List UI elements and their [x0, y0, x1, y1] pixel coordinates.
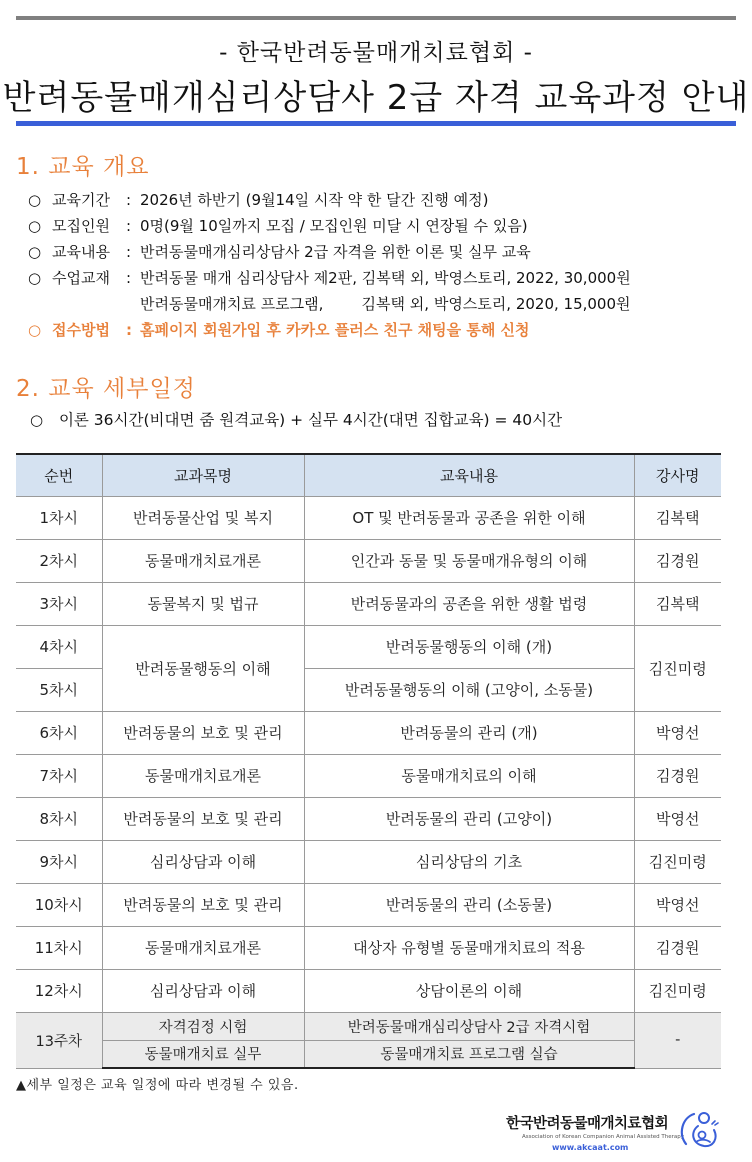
cell-no: 6차시 — [16, 711, 102, 754]
schedule-table — [16, 453, 721, 1069]
overview-colon: : — [126, 321, 132, 339]
overview-textbook-2 — [28, 291, 728, 317]
cell-instructor: 김경원 — [634, 926, 721, 969]
table-row — [16, 754, 721, 797]
cell-subject: 반려동물의 보호 및 관리 — [102, 883, 304, 926]
overview-value: 반려동물 매개 심리상담사 제2판, 김복택 외, 박영스토리, 2022, 30,000원 — [140, 269, 631, 287]
summary-text: 이론 36시간(비대면 줌 원격교육) + 실무 4시간(대면 집합교육) = 40시간 — [58, 411, 563, 429]
circle-bullet-icon: ○ — [28, 243, 42, 261]
page-title: 반려동물매개심리상담사 2급 자격 교육과정 안내 — [2, 78, 750, 118]
cell-no: 11차시 — [16, 926, 102, 969]
overview-period — [28, 187, 728, 213]
cell-instructor: 박영선 — [634, 711, 721, 754]
overview-value: 2026년 하반기 (9월14일 시작 약 한 달간 진행 예정) — [140, 191, 489, 209]
cell-content: 반려동물의 관리 (개) — [304, 711, 634, 754]
cell-instructor: 김경원 — [634, 539, 721, 582]
cell-subject: 반려동물의 보호 및 관리 — [102, 797, 304, 840]
cell-content: 반려동물과의 공존을 위한 생활 법령 — [304, 582, 634, 625]
overview-value: 홈페이지 회원가입 후 카카오 플러스 친구 채팅을 통해 신청 — [140, 321, 530, 339]
cell-no: 7차시 — [16, 754, 102, 797]
cell-no: 2차시 — [16, 539, 102, 582]
circle-bullet-icon: ○ — [28, 321, 42, 339]
cell-no: 8차시 — [16, 797, 102, 840]
top-divider — [16, 16, 736, 20]
cell-instructor: - — [634, 1012, 721, 1068]
overview-apply — [28, 317, 728, 343]
overview-colon: : — [126, 191, 132, 209]
overview-value: 반려동물매개심리상담사 2급 자격을 위한 이론 및 실무 교육 — [140, 243, 531, 261]
organization-logo — [500, 1106, 740, 1158]
overview-label: 교육내용 — [52, 243, 110, 261]
cell-instructor: 김진미령 — [634, 969, 721, 1012]
header-instructor: 강사명 — [634, 454, 721, 496]
section-overview-title: 1. 교육 개요 — [16, 154, 150, 180]
overview-list — [28, 187, 728, 343]
table-row — [16, 539, 721, 582]
overview-colon: : — [126, 243, 132, 261]
table-row — [16, 625, 721, 668]
cell-subject: 동물매개치료 실무 — [102, 1040, 304, 1068]
cell-subject: 동물매개치료개론 — [102, 926, 304, 969]
table-row — [16, 883, 721, 926]
cell-content: 동물매개치료의 이해 — [304, 754, 634, 797]
table-row-final — [16, 1012, 721, 1040]
cell-instructor: 김복택 — [634, 496, 721, 539]
cell-content: 동물매개치료 프로그램 실습 — [304, 1040, 634, 1068]
schedule-summary — [30, 408, 562, 430]
header-subject: 교과목명 — [102, 454, 304, 496]
cell-content: 반려동물매개심리상담사 2급 자격시험 — [304, 1012, 634, 1040]
cell-subject: 반려동물행동의 이해 — [102, 625, 304, 711]
cell-subject: 반려동물의 보호 및 관리 — [102, 711, 304, 754]
overview-label: 수업교재 — [52, 269, 110, 287]
table-header-row — [16, 454, 721, 496]
cell-content: 반려동물행동의 이해 (고양이, 소동물) — [304, 668, 634, 711]
cell-content: 반려동물의 관리 (고양이) — [304, 797, 634, 840]
cell-no: 10차시 — [16, 883, 102, 926]
cell-subject: 심리상담과 이해 — [102, 840, 304, 883]
overview-value: 0명(9월 10일까지 모집 / 모집인원 미달 시 연장될 수 있음) — [140, 217, 528, 235]
header-content: 교육내용 — [304, 454, 634, 496]
overview-value: 반려동물매개치료 프로그램, 김복택 외, 박영스토리, 2020, 15,000원 — [140, 295, 631, 313]
cell-instructor: 김진미령 — [634, 625, 721, 711]
header-no: 순번 — [16, 454, 102, 496]
cell-instructor: 김진미령 — [634, 840, 721, 883]
cell-content: 상담이론의 이해 — [304, 969, 634, 1012]
cell-instructor: 김복택 — [634, 582, 721, 625]
overview-recruitment — [28, 213, 728, 239]
logo-english-name: Association of Korean Companion Animal Assisted Therapy — [522, 1134, 685, 1140]
overview-label: 접수방법 — [52, 321, 110, 339]
circle-bullet-icon: ○ — [28, 191, 42, 209]
section-schedule-title: 2. 교육 세부일정 — [16, 376, 196, 402]
overview-label: 교육기간 — [52, 191, 110, 209]
table-row — [16, 840, 721, 883]
table-row — [16, 582, 721, 625]
cell-no: 12차시 — [16, 969, 102, 1012]
overview-textbook — [28, 265, 728, 291]
cell-no: 1차시 — [16, 496, 102, 539]
cell-subject: 반려동물산업 및 복지 — [102, 496, 304, 539]
cell-content: 반려동물의 관리 (소동물) — [304, 883, 634, 926]
circle-bullet-icon: ○ — [28, 269, 42, 287]
cell-instructor: 김경원 — [634, 754, 721, 797]
overview-label: 모집인원 — [52, 217, 110, 235]
cell-no: 5차시 — [16, 668, 102, 711]
cell-subject: 자격검정 시험 — [102, 1012, 304, 1040]
table-row-final — [16, 1040, 721, 1068]
table-row — [16, 797, 721, 840]
overview-colon: : — [126, 269, 132, 287]
circle-bullet-icon: ○ — [30, 411, 44, 429]
cell-no: 13주차 — [16, 1012, 102, 1068]
organization-line: - 한국반려동물매개치료협회 - — [219, 40, 533, 66]
cell-subject: 동물매개치료개론 — [102, 754, 304, 797]
cell-no: 9차시 — [16, 840, 102, 883]
overview-content — [28, 239, 728, 265]
mother-child-pet-logo-icon — [676, 1106, 724, 1154]
cell-content: 인간과 동물 및 동물매개유형의 이해 — [304, 539, 634, 582]
title-divider — [16, 121, 736, 126]
overview-colon: : — [126, 217, 132, 235]
table-row — [16, 496, 721, 539]
table-row — [16, 711, 721, 754]
cell-instructor: 박영선 — [634, 883, 721, 926]
circle-bullet-icon: ○ — [28, 217, 42, 235]
logo-url: www.akcaat.com — [552, 1143, 629, 1152]
schedule-note: ▲세부 일정은 교육 일정에 따라 변경될 수 있음. — [16, 1078, 299, 1093]
cell-subject: 동물복지 및 법규 — [102, 582, 304, 625]
table-row — [16, 926, 721, 969]
cell-content: 심리상담의 기초 — [304, 840, 634, 883]
cell-no: 3차시 — [16, 582, 102, 625]
cell-content: OT 및 반려동물과 공존을 위한 이해 — [304, 496, 634, 539]
cell-subject: 동물매개치료개론 — [102, 539, 304, 582]
cell-content: 대상자 유형별 동물매개치료의 적용 — [304, 926, 634, 969]
cell-subject: 심리상담과 이해 — [102, 969, 304, 1012]
cell-instructor: 박영선 — [634, 797, 721, 840]
logo-name: 한국반려동물매개치료협회 — [506, 1116, 669, 1132]
cell-no: 4차시 — [16, 625, 102, 668]
table-row — [16, 969, 721, 1012]
cell-content: 반려동물행동의 이해 (개) — [304, 625, 634, 668]
